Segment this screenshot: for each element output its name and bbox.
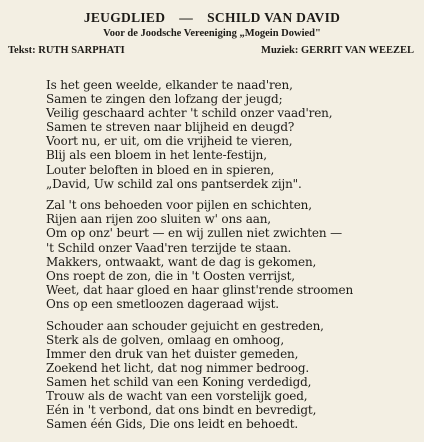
verse-line: Ons op een smetloozen dageraad wijst. xyxy=(46,296,279,311)
verse-line: Om op onz' beurt — en wij zullen niet zwichten — xyxy=(46,226,342,241)
stanza xyxy=(46,78,353,191)
verse-line: Makkers, ontwaakt, want de dag is gekomen, xyxy=(46,254,317,269)
verse-line: Sterk als de golven, omlaag en omhoog, xyxy=(46,332,284,347)
stanza xyxy=(46,198,353,311)
verse-line: Samen te zingen den lofzang der jeugd; xyxy=(46,92,283,107)
verse-line: Immer den druk van het duister gemeden, xyxy=(46,346,299,361)
title-dash: — xyxy=(179,10,194,25)
title-right: SCHILD VAN DAVID xyxy=(207,10,341,25)
verse-line: Trouw als de wacht van een vorstelijk goed, xyxy=(46,388,308,403)
verse-line: Zoekend het licht, dat nog nimmer bedroog. xyxy=(46,360,310,375)
verse-line: Blij als een bloem in het lente-festijn, xyxy=(46,148,267,163)
verse-line: Louter beloften in bloed en in spieren, xyxy=(46,162,275,177)
verse-line: Samen het schild van een Koning verdedigd, xyxy=(46,374,312,389)
poem-body xyxy=(46,78,353,439)
stanza xyxy=(46,319,353,432)
verse-line: Is het geen weelde, elkander te naad'ren, xyxy=(46,78,293,92)
song-dedication: Voor de Joodsche Vereeniging „Mogein Dowied" xyxy=(103,28,321,39)
verse-line: Ons roept de zon, die in 't Oosten verrijst, xyxy=(46,268,295,283)
verse-line: „David, Uw schild zal ons pantserdek zijn". xyxy=(46,176,302,191)
verse-line: Samen te streven naar blijheid en deugd? xyxy=(46,120,295,135)
verse-line: 't Schild onzer Vaad'ren terzijde te staan. xyxy=(46,240,292,255)
verse-line: Schouder aan schouder gejuicht en gestreden, xyxy=(46,318,324,333)
verse-line: Weet, dat haar gloed en haar glinst'rende stroomen xyxy=(46,282,354,297)
verse-line: Veilig geschaard achter 't schild onzer vaad'ren, xyxy=(46,106,333,121)
verse-line: Zal 't ons behoeden voor pijlen en schichten, xyxy=(46,198,312,213)
song-title xyxy=(0,10,424,26)
lyricist-credit: Tekst: RUTH SARPHATI xyxy=(8,45,125,56)
verse-line: Voort nu, er uit, om die vrijheid te vieren, xyxy=(46,134,293,149)
verse-line: Eén in 't verbond, dat ons bindt en bevredigt, xyxy=(46,403,317,418)
verse-line: Rijen aan rijen zoo sluiten w' ons aan, xyxy=(46,212,271,227)
verse-line: Samen één Gids, Die ons leidt en behoedt. xyxy=(46,417,299,432)
composer-credit: Muziek: GERRIT VAN WEEZEL xyxy=(261,45,414,56)
title-left: JEUGDLIED xyxy=(83,10,166,25)
